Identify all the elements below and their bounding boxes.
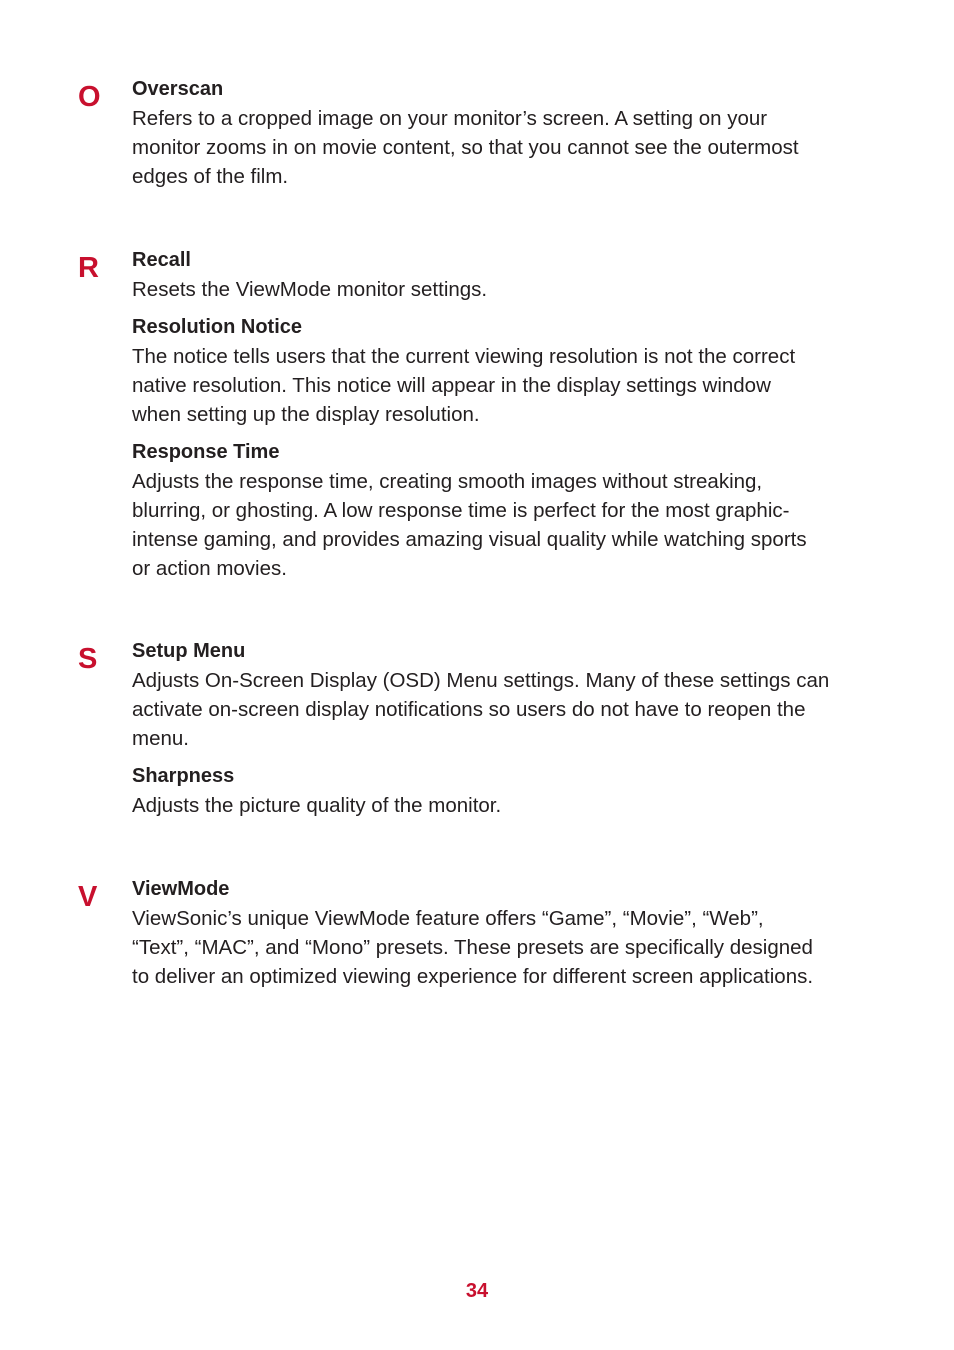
entry-term: Recall xyxy=(132,249,191,271)
glossary-entry-setup-menu xyxy=(132,637,877,753)
description-line: Adjusts the picture quality of the monitor. xyxy=(132,794,502,817)
section-entries xyxy=(132,637,877,829)
entry-description xyxy=(132,666,877,753)
entry-description xyxy=(132,467,877,583)
entry-description xyxy=(132,342,877,429)
section-entries xyxy=(132,875,877,1000)
description-line: ViewSonic’s unique ViewMode feature offers “Game”, “Movie”, “Web”, xyxy=(132,907,764,930)
glossary-entry-sharpness xyxy=(132,762,877,820)
glossary-entry-viewmode xyxy=(132,875,877,991)
entry-term: Sharpness xyxy=(132,765,235,787)
description-line: or action movies. xyxy=(132,557,287,580)
description-line: “Text”, “MAC”, and “Mono” presets. These presets are specifically designed xyxy=(132,936,813,959)
glossary-entry-recall xyxy=(132,246,877,304)
entry-description xyxy=(132,104,877,191)
entry-term: Overscan xyxy=(132,78,224,100)
description-line: Adjusts On-Screen Display (OSD) Menu settings. Many of these settings can xyxy=(132,669,830,692)
entry-term: Resolution Notice xyxy=(132,316,303,338)
description-line: native resolution. This notice will appear in the display settings window xyxy=(132,374,771,397)
section-entries xyxy=(132,75,877,200)
section-entries xyxy=(132,246,877,592)
description-line: Resets the ViewMode monitor settings. xyxy=(132,278,488,301)
entry-description xyxy=(132,791,877,820)
glossary-entry-response-time xyxy=(132,438,877,583)
description-line: blurring, or ghosting. A low response time is perfect for the most graphic- xyxy=(132,499,790,522)
glossary-entry-resolution-notice xyxy=(132,313,877,429)
description-line: when setting up the display resolution. xyxy=(132,403,480,426)
description-line: Refers to a cropped image on your monitor’s screen. A setting on your xyxy=(132,107,768,130)
section-letter: R xyxy=(78,252,99,284)
description-line: activate on-screen display notifications so users do not have to reopen the xyxy=(132,698,806,721)
description-line: edges of the film. xyxy=(132,165,289,188)
description-line: monitor zooms in on movie content, so that you cannot see the outermost xyxy=(132,136,799,159)
glossary-entry-overscan xyxy=(132,75,877,191)
entry-term: Response Time xyxy=(132,441,280,463)
description-line: Adjusts the response time, creating smooth images without streaking, xyxy=(132,470,763,493)
description-line: The notice tells users that the current viewing resolution is not the correct xyxy=(132,345,796,368)
entry-description xyxy=(132,904,877,991)
description-line: intense gaming, and provides amazing visual quality while watching sports xyxy=(132,528,807,551)
section-letter: S xyxy=(78,643,98,675)
section-letter: V xyxy=(78,881,98,913)
entry-term: ViewMode xyxy=(132,878,230,900)
page-number: 34 xyxy=(465,1280,489,1302)
section-letter: O xyxy=(78,81,101,113)
entry-term: Setup Menu xyxy=(132,640,246,662)
description-line: to deliver an optimized viewing experience for different screen applications. xyxy=(132,965,814,988)
entry-description xyxy=(132,275,877,304)
description-line: menu. xyxy=(132,727,189,750)
